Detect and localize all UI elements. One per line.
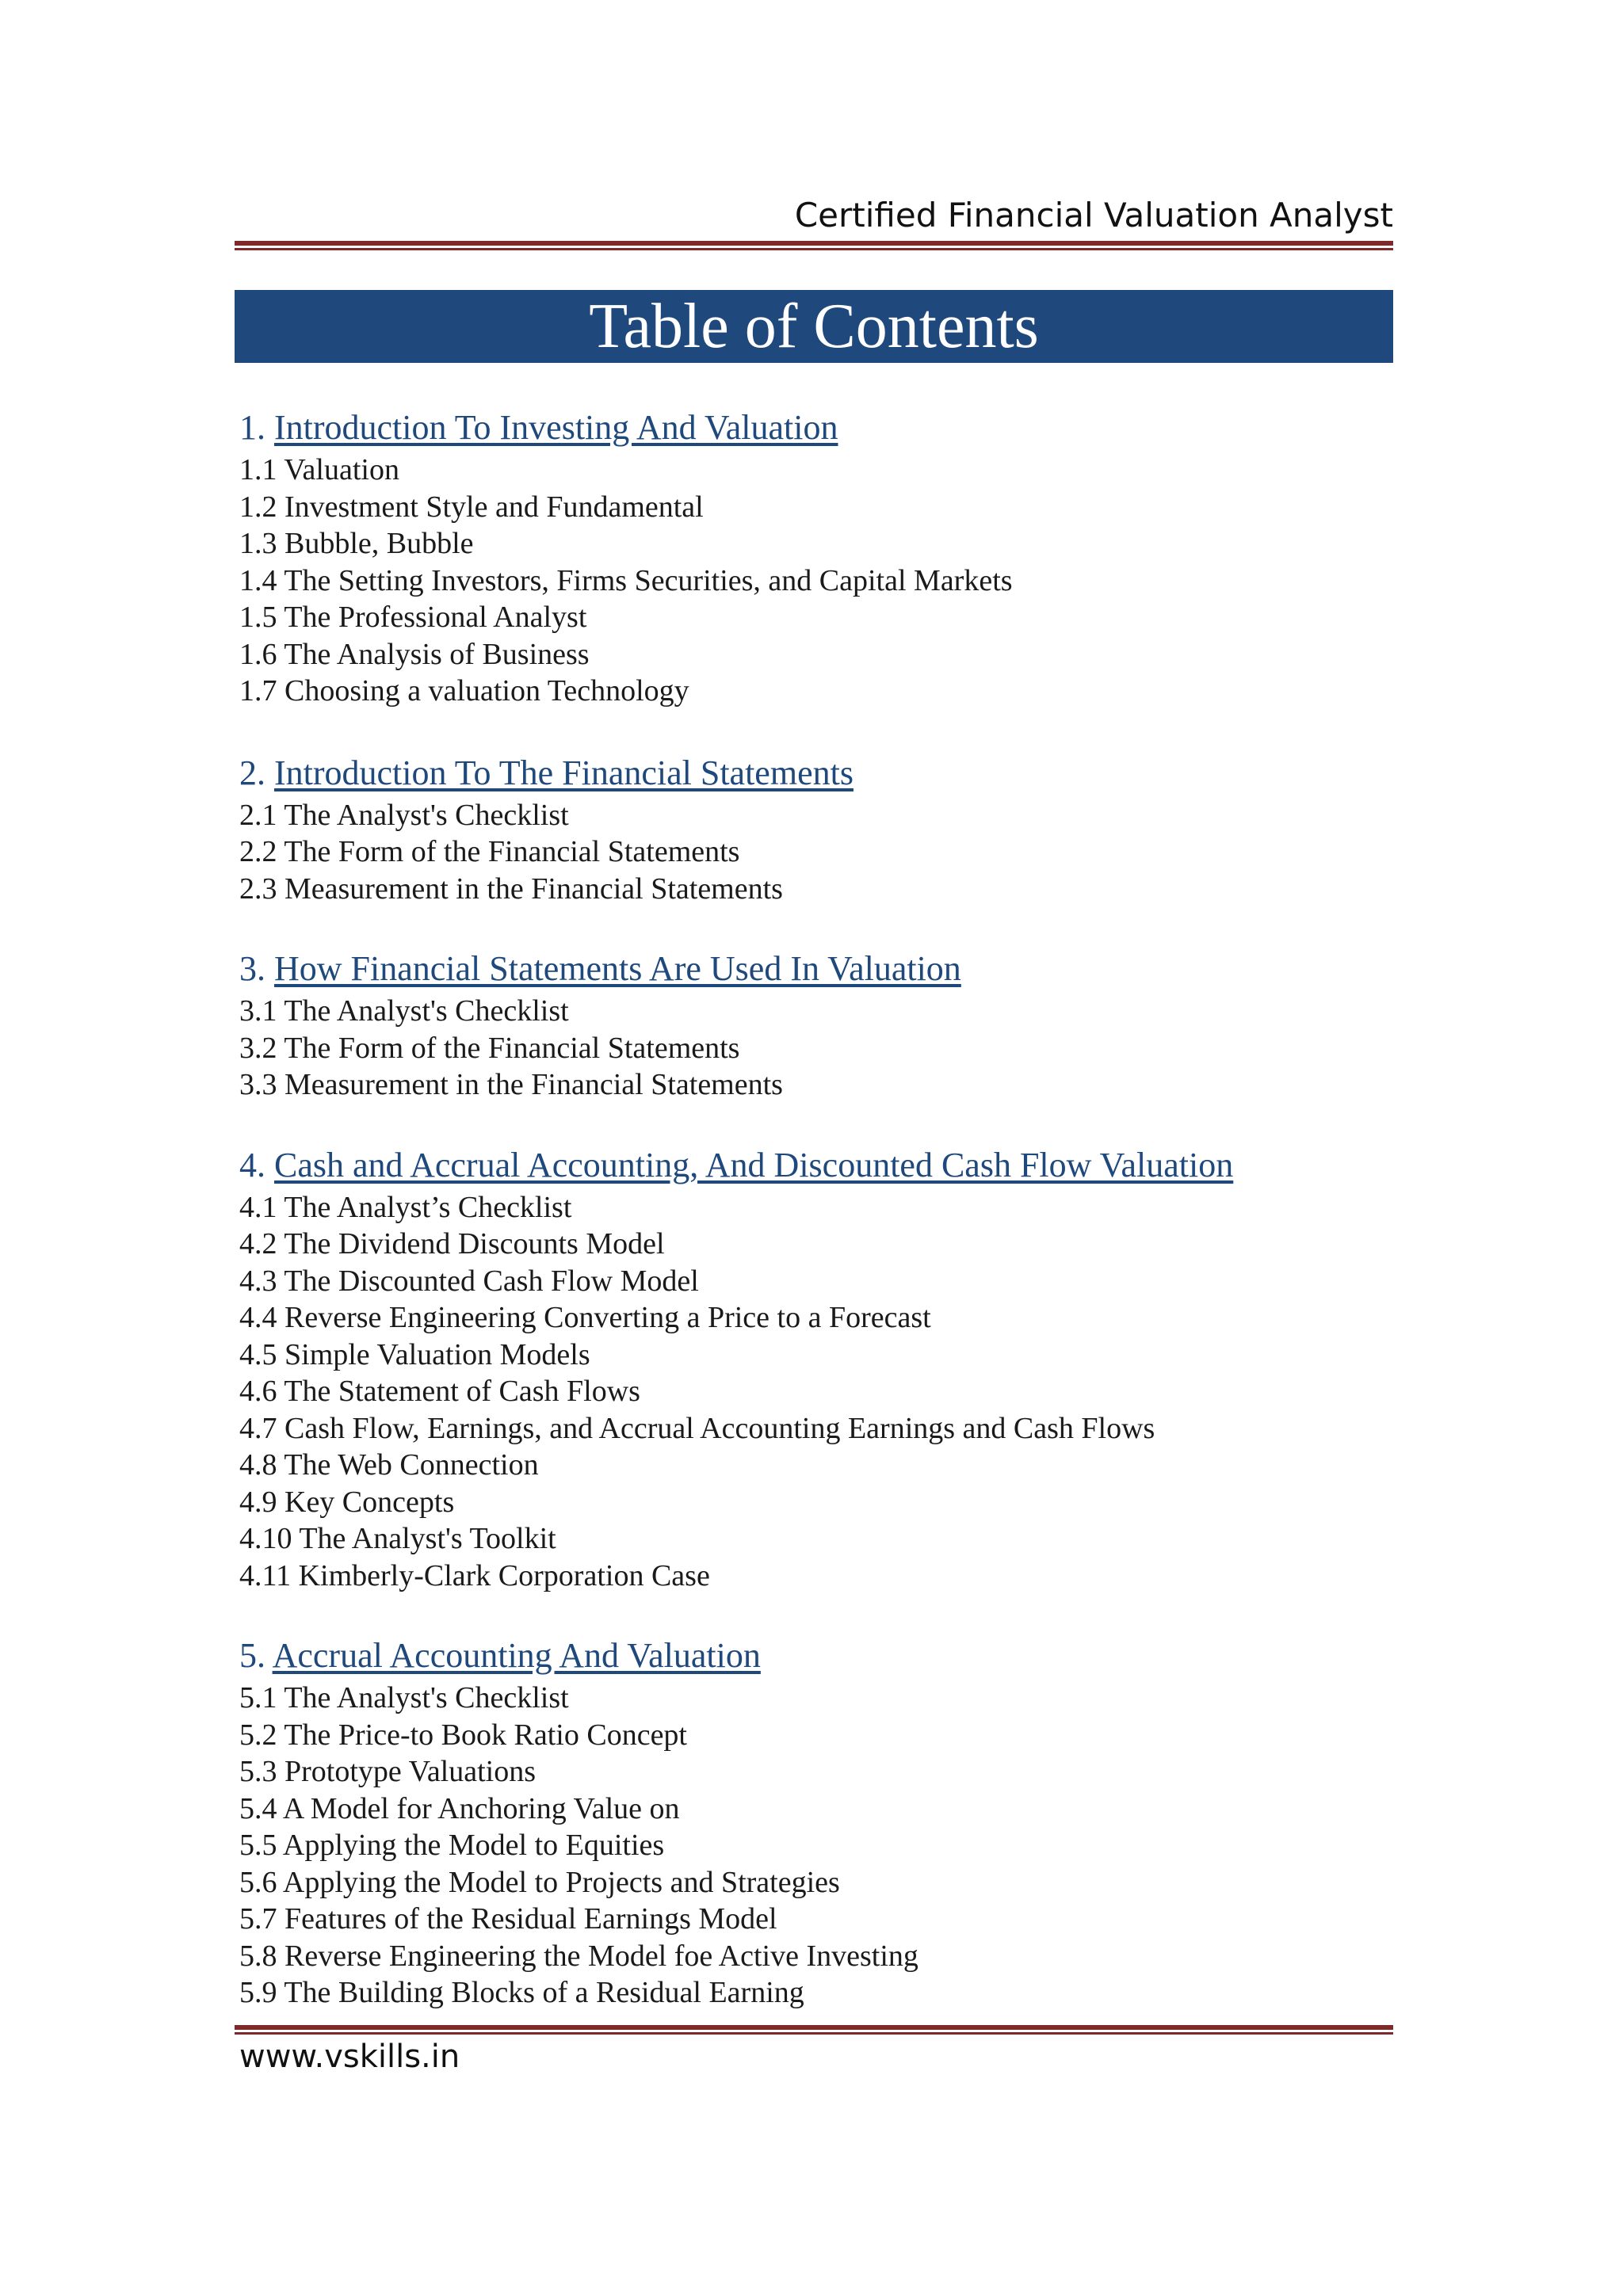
toc-item: 4.4 Reverse Engineering Converting a Price to a Forecast: [239, 1301, 931, 1334]
toc-item: 1.6 The Analysis of Business: [239, 637, 590, 671]
toc-section: [239, 404, 1381, 710]
toc-section: [239, 945, 1381, 1104]
toc-item: 1.1 Valuation: [239, 453, 399, 486]
section-heading: [239, 404, 1381, 452]
header-divider: [235, 241, 1393, 250]
section-heading: [239, 749, 1381, 797]
section-heading: [239, 945, 1381, 993]
section-number: 4.: [239, 1145, 265, 1184]
section-number: 5.: [239, 1636, 265, 1675]
toc-item: 4.7 Cash Flow, Earnings, and Accrual Accounting Earnings and Cash Flows: [239, 1411, 1155, 1445]
toc-item: 5.8 Reverse Engineering the Model foe Active Investing: [239, 1939, 918, 1973]
toc-item: 5.2 The Price-to Book Ratio Concept: [239, 1718, 687, 1752]
toc-item: 2.3 Measurement in the Financial Statements: [239, 871, 783, 906]
section-heading: [239, 1632, 1381, 1680]
toc-item: 4.8 The Web Connection: [239, 1448, 539, 1482]
toc-item: 5.9 The Building Blocks of a Residual Earning: [239, 1976, 804, 2009]
toc-item: 4.1 The Analyst’s Checklist: [239, 1190, 572, 1224]
section-number: 2.: [239, 753, 265, 792]
section-title-link[interactable]: Introduction To Investing And Valuation: [274, 408, 838, 447]
toc-item: 4.5 Simple Valuation Models: [239, 1337, 590, 1371]
toc-item: 4.2 The Dividend Discounts Model: [239, 1227, 665, 1261]
toc-item: 1.7 Choosing a valuation Technology: [239, 674, 689, 707]
toc-item: 4.6 The Statement of Cash Flows: [239, 1375, 640, 1408]
section-number: 1.: [239, 408, 265, 447]
toc-banner: Table of Contents: [235, 290, 1393, 363]
toc-section: [239, 749, 1381, 908]
section-title-link[interactable]: Accrual Accounting And Valuation: [272, 1636, 761, 1675]
toc-item: 5.4 A Model for Anchoring Value on: [239, 1791, 680, 1825]
toc-item: 4.10 The Analyst's Toolkit: [239, 1522, 556, 1555]
toc-item: 3.1 The Analyst's Checklist: [239, 994, 569, 1028]
toc-item: 3.2 The Form of the Financial Statements: [239, 1031, 740, 1065]
table-of-contents: [239, 404, 1381, 2012]
page-header-title: Certified Financial Valuation Analyst: [794, 196, 1393, 235]
toc-item: 4.3 The Discounted Cash Flow Model: [239, 1264, 699, 1298]
footer-website: www.vskills.in: [239, 2039, 460, 2075]
toc-item: 5.6 Applying the Model to Projects and Strategies: [239, 1865, 840, 1899]
toc-item: 2.1 The Analyst's Checklist: [239, 798, 569, 832]
toc-item: 1.2 Investment Style and Fundamental: [239, 490, 704, 524]
toc-item: 4.11 Kimberly-Clark Corporation Case: [239, 1558, 710, 1592]
toc-section: [239, 1632, 1381, 2012]
section-heading: [239, 1142, 1381, 1189]
section-number: 3.: [239, 949, 265, 988]
toc-item: 1.4 The Setting Investors, Firms Securities, and Capital Markets: [239, 563, 1013, 597]
toc-item: 3.3 Measurement in the Financial Statements: [239, 1068, 783, 1101]
toc-item: 5.3 Prototype Valuations: [239, 1755, 537, 1788]
section-title-link[interactable]: Introduction To The Financial Statements: [274, 753, 854, 792]
toc-item: 2.2 The Form of the Financial Statements: [239, 835, 740, 868]
toc-item: 1.3 Bubble, Bubble: [239, 527, 474, 560]
section-title-link[interactable]: How Financial Statements Are Used In Valuation: [274, 949, 961, 988]
toc-item: 4.9 Key Concepts: [239, 1485, 455, 1519]
toc-item: 1.5 The Professional Analyst: [239, 601, 587, 634]
toc-section: [239, 1142, 1381, 1595]
toc-item: 5.1 The Analyst's Checklist: [239, 1681, 569, 1714]
toc-item: 5.5 Applying the Model to Equities: [239, 1829, 665, 1862]
section-title-link[interactable]: Cash and Accrual Accounting, And Discounted Cash Flow Valuation: [274, 1145, 1234, 1184]
toc-item: 5.7 Features of the Residual Earnings Model: [239, 1902, 777, 1936]
